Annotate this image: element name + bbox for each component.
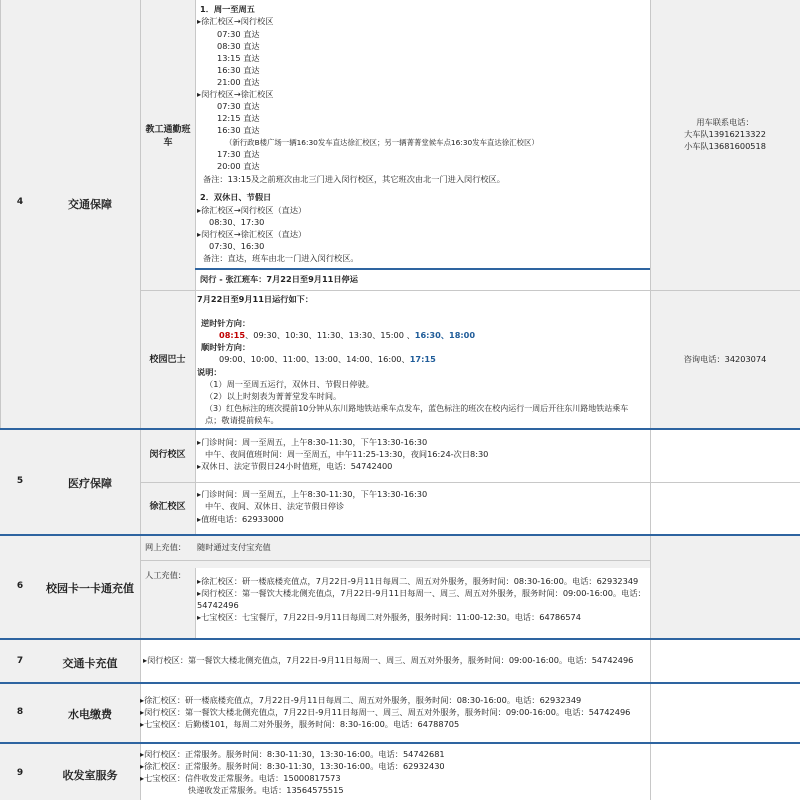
recharge-point: ▸闵行校区：第一餐饮大楼北侧充值点，7月22日-9月11日每周一、周三、周五对外服务，服务时间：09:00-16:00。电话： <box>197 588 646 598</box>
departure-time: 21:00 直达 <box>217 77 260 87</box>
route-line: ▸闵行校区→徐汇校区 <box>197 89 274 99</box>
departure-time: 07:30 直达 <box>217 101 260 111</box>
recharge-point: ▸闵行校区：第一餐饮大楼北侧充值点，7月22日-9月11日每周一、周三、周五对外服务，服务时间：09:00-16:00。电话：54742496 <box>143 655 634 665</box>
note-item: 点；敬请提前候车。 <box>205 415 279 425</box>
direction-label: 逆时针方向： <box>201 318 251 328</box>
contact-phone: 大车队13916213322 <box>684 129 766 139</box>
category-label: 水电缴费 <box>68 708 112 721</box>
departure-time: 16:30 直达 <box>217 125 260 135</box>
row-number: 5 <box>16 476 24 486</box>
subcategory-label: 校园巴士 <box>149 355 186 365</box>
payment-point: ▸闵行校区：第一餐饮大楼北侧充值点，7月22日-9月11日每周一、周三、周五对外服务，服务时间：09:00-16:00。电话：54742496 <box>140 707 631 717</box>
departure-time: 08:30 直达 <box>217 41 260 51</box>
subcategory-label: 徐汇校区 <box>149 502 186 512</box>
suspension-note: 闵行 - 张江班车：7月22日至9月11日停运 <box>200 274 358 284</box>
route-line: ▸闵行校区→徐汇校区（直达） <box>197 229 307 239</box>
clinic-hours: ▸值班电话：62933000 <box>197 514 284 524</box>
departure-time: 08:30、17:30 <box>209 217 265 227</box>
row-number: 6 <box>16 581 24 591</box>
mailroom-info: ▸闵行校区：正常服务。服务时间：8:30-11:30，13:30-16:00。电话：54742681 <box>140 749 445 759</box>
clinic-hours: 中午、夜间值班时间：周一至周五，中午11:25-13:30，夜间16:24-次日8:30 <box>205 449 489 459</box>
route-line: ▸徐汇校区→闵行校区（直达） <box>197 205 307 215</box>
schedule-note: （新行政B楼广场一辆16:30发车直达徐汇校区；另一辆菁菁堂候车点16:30发车直达徐汇校区） <box>225 138 539 147</box>
mailroom-info: ▸徐汇校区：正常服务。服务时间：8:30-11:30，13:30-16:00。电话：62932430 <box>140 761 445 771</box>
contact-phone: 小车队13681600518 <box>684 141 766 151</box>
schedule-heading: 7月22日至9月11日运行如下： <box>197 294 314 304</box>
category-label: 交通卡充值 <box>62 657 118 670</box>
timetable-cw: 09:00、10:00、11:00、13:00、14:00、16:00、17:15 <box>219 354 436 364</box>
category-label: 交通保障 <box>68 198 112 211</box>
recharge-point: ▸七宝校区：七宝餐厅，7月22日-9月11日每周二对外服务，服务时间：11:00-12:30。电话：64786574 <box>197 612 581 622</box>
departure-time: 20:00 直达 <box>217 161 260 171</box>
payment-point: ▸七宝校区：后勤楼101，每周二对外服务，服务时间：8:30-16:00。电话：64788705 <box>140 719 460 729</box>
clinic-hours: ▸门诊时间：周一至周五，上午8:30-11:30，下午13:30-16:30 <box>197 437 428 447</box>
row-number: 8 <box>16 707 24 717</box>
schedule-heading: 1．周一至周五 <box>200 4 255 14</box>
schedule-heading: 2．双休日、节假日 <box>200 192 272 202</box>
note-item: （2）以上时刻表为菁菁堂发车时间。 <box>205 391 342 401</box>
departure-time: 13:15 直达 <box>217 53 260 63</box>
clinic-hours: 中午、夜间、双休日、法定节假日停诊 <box>205 501 345 511</box>
contact-label: 用车联系电话： <box>696 117 754 127</box>
note-item: （3）红色标注的班次提前10分钟从东川路地铁站乘车点发车，蓝色标注的班次在校内运行一周后开往东川路地铁站乘车 <box>205 404 629 413</box>
mailroom-info: ▸七宝校区：信件收发正常服务。电话：15000817573 <box>140 773 341 783</box>
departure-time: 17:30 直达 <box>217 149 260 159</box>
manual-recharge-label: 人工充值： <box>145 570 186 580</box>
departure-time: 07:30 直达 <box>217 29 260 39</box>
recharge-point: 54742496 <box>197 600 239 610</box>
category-label: 收发室服务 <box>62 769 118 782</box>
clinic-hours: ▸双休日、法定节假日24小时值班，电话：54742400 <box>197 461 393 471</box>
departure-time: 12:15 直达 <box>217 113 260 123</box>
online-recharge-label: 网上充值： <box>145 542 186 552</box>
category-label: 校园卡一卡通充值 <box>46 582 134 595</box>
subcategory-label: 教工通勤班车 <box>145 125 191 148</box>
row-number: 9 <box>16 768 24 778</box>
departure-time: 16:30 直达 <box>217 65 260 75</box>
row-number: 7 <box>16 656 24 666</box>
note-title: 说明： <box>197 367 222 377</box>
note-item: （1）周一至周五运行，双休日、节假日停驶。 <box>205 379 374 389</box>
subcategory-label: 闵行校区 <box>149 450 186 460</box>
category-label: 医疗保障 <box>68 477 112 490</box>
departure-time: 07:30、16:30 <box>209 241 265 251</box>
mailroom-info: 快递收发正常服务。电话：13564575515 <box>188 785 344 795</box>
route-line: ▸徐汇校区→闵行校区 <box>197 16 274 26</box>
contact-phone: 咨询电话：34203074 <box>683 354 767 364</box>
row-number: 4 <box>16 197 24 207</box>
payment-point: ▸徐汇校区：研一楼底楼充值点，7月22日-9月11日每周二、周五对外服务，服务时间：08:30-16:00。电话：62932349 <box>140 695 582 705</box>
direction-label: 顺时针方向： <box>201 342 251 352</box>
timetable-ccw: 08:15、09:30、10:30、11:30、13:30、15:00 、16:30、18:00 <box>219 330 476 340</box>
schedule-note: 备注：13:15及之前班次由北三门进入闵行校区，其它班次由北一门进入闵行校区。 <box>203 174 505 184</box>
clinic-hours: ▸门诊时间：周一至周五，上午8:30-11:30，下午13:30-16:30 <box>197 489 428 499</box>
recharge-point: ▸徐汇校区：研一楼底楼充值点，7月22日-9月11日每周二、周五对外服务，服务时间：08:30-16:00。电话：62932349 <box>197 576 639 586</box>
online-recharge-value: 随时通过支付宝充值 <box>197 542 271 552</box>
schedule-note: 备注：直达，班车由北一门进入闵行校区。 <box>203 253 359 263</box>
